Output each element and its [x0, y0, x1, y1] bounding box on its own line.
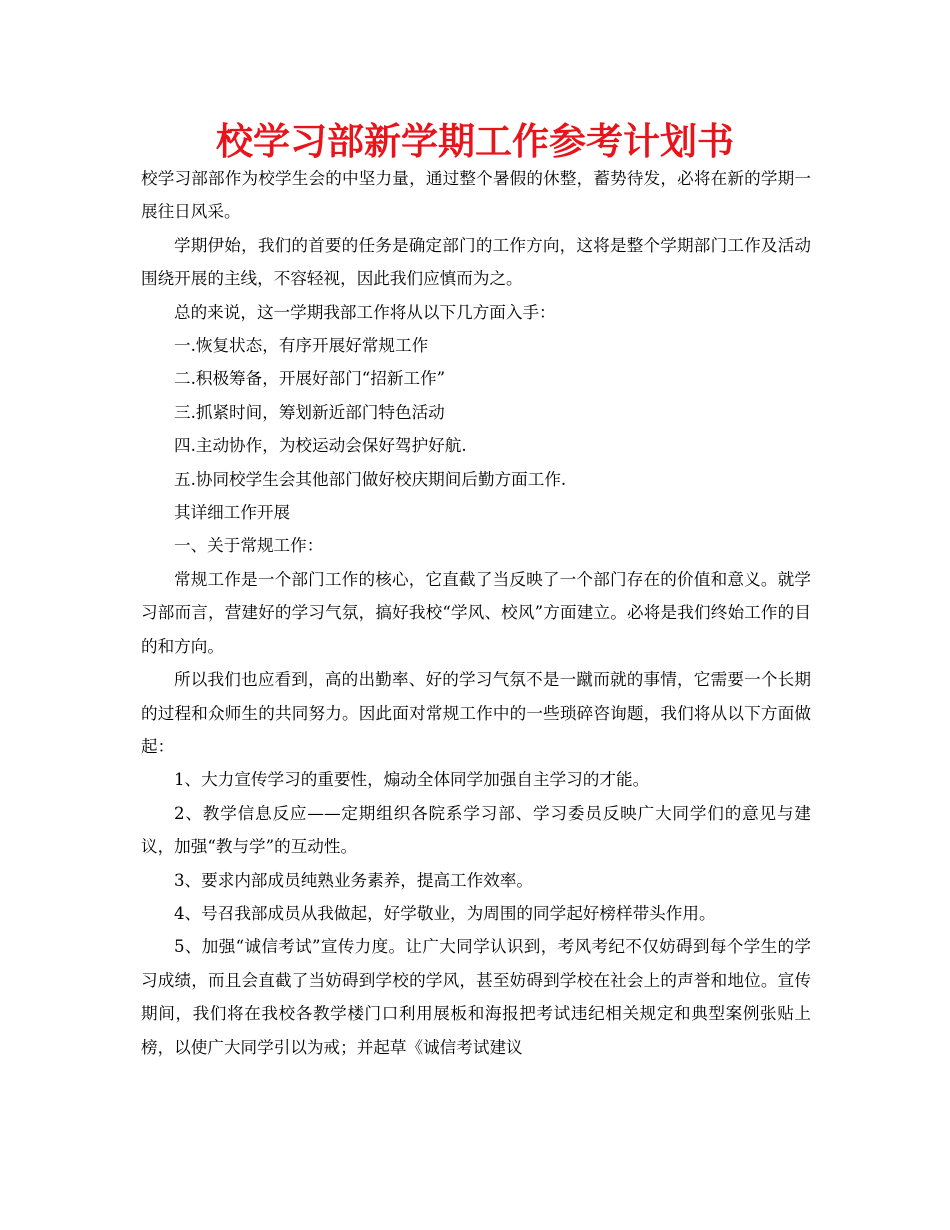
list-item: 3、要求内部成员纯熟业务素养，提高工作效率。 — [174, 870, 534, 890]
list-item: 4、号召我部成员从我做起，好学敬业，为周围的同学起好榜样带头作用。 — [174, 903, 716, 923]
document-title: 校学习部新学期工作参考计划书 — [216, 120, 734, 163]
list-item: 2、教学信息反应——定期组织各院系学习部、学习委员反映广大同学们的意见与建议，加强“教与学”的互动性。 — [141, 803, 811, 857]
list-item: 1、大力宣传学习的重要性，煽动全体同学加强自主学习的才能。 — [174, 770, 650, 790]
list-item: 5、加强“诚信考试”宣传力度。让广大同学认识到，考风考纪不仅妨碍到每个学生的学习成绩，而且会直截了当妨碍到学校的学风，甚至妨碍到学校在社会上的声誉和地位。宣传期间，我们将在我校各教学楼门口利用展板和海报把考试违纪相关规定和典型案例张贴上榜，以使广大同学引以为戒；并起草《诚信考试建议 — [141, 937, 811, 1057]
section-heading: 其详细工作开展 — [174, 503, 291, 523]
paragraph: 学期伊始，我们的首要的任务是确定部门的工作方向，这将是整个学期部门工作及活动围绕开展的主线，不容轻视，因此我们应慎而为之。 — [141, 235, 811, 289]
paragraph: 总的来说，这一学期我部工作将从以下几方面入手： — [174, 302, 556, 322]
paragraph: 常规工作是一个部门工作的核心，它直截了当反映了一个部门存在的价值和意义。就学习部而言，营建好的学习气氛，搞好我校“学风、校风”方面建立。必将是我们终始工作的目的和方向。 — [141, 569, 811, 656]
paragraph: 校学习部部作为校学生会的中坚力量，通过整个暑假的休整，蓄势待发，必将在新的学期一展往日风采。 — [141, 169, 811, 222]
list-item: 五.协同校学生会其他部门做好校庆期间后勤方面工作. — [174, 469, 567, 489]
list-item: 三.抓紧时间，筹划新近部门特色活动 — [174, 402, 445, 422]
section-heading: 一、关于常规工作： — [174, 536, 324, 556]
list-item: 二.积极筹备，开展好部门“招新工作” — [174, 369, 446, 389]
paragraph: 所以我们也应看到，高的出勤率、好的学习气氛不是一蹴而就的事情，它需要一个长期的过程和众师生的共同努力。因此面对常规工作中的一些琐碎咨询题，我们将从以下方面做起： — [141, 670, 811, 756]
document-body — [141, 162, 811, 1064]
list-item: 一.恢复状态，有序开展好常规工作 — [174, 336, 429, 356]
list-item: 四.主动协作，为校运动会保好驾护好航. — [174, 436, 467, 456]
